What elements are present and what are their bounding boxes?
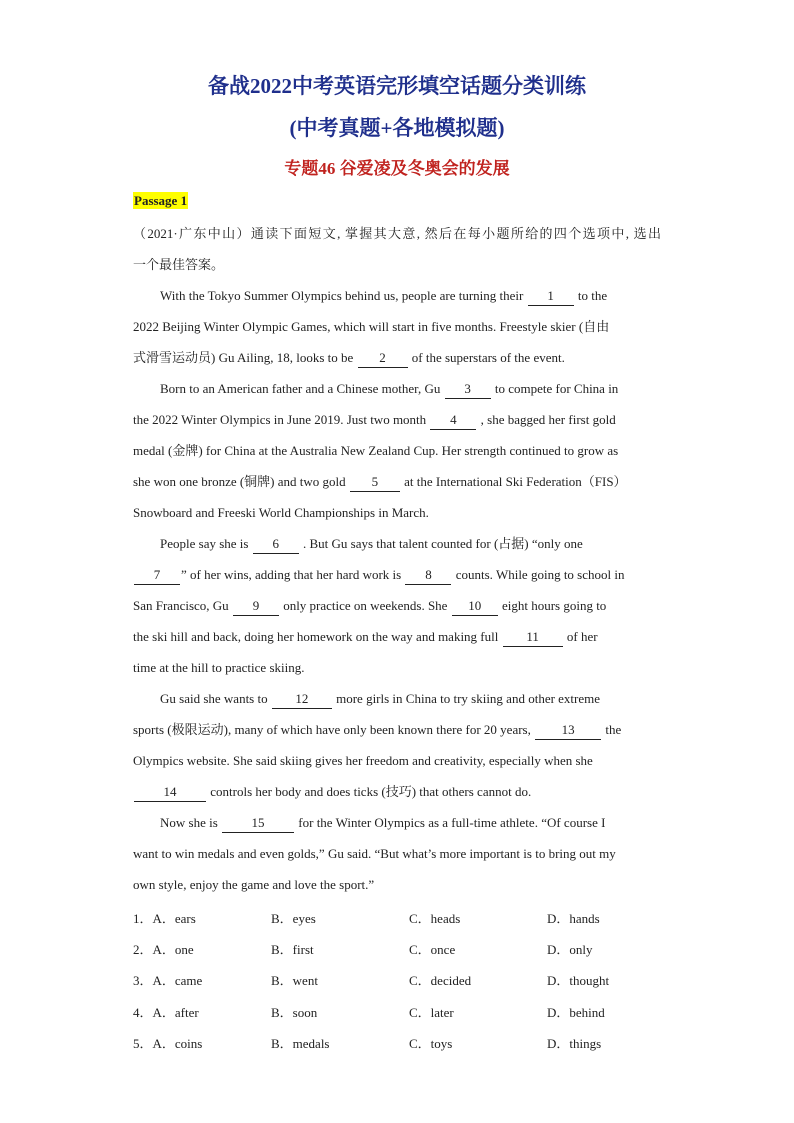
option-a: 4．A．after bbox=[133, 1004, 199, 1020]
option-b: B．soon bbox=[271, 1004, 318, 1020]
paragraph-4-line: Olympics website. She said skiing gives her freedom and creativity, especially when she bbox=[133, 753, 593, 768]
blank-15: 15 bbox=[222, 814, 294, 833]
blank-4: 4 bbox=[430, 411, 476, 430]
option-a: 1．A．ears bbox=[133, 911, 196, 926]
paragraph-5-line: Now she is 15 for the Winter Olympics as a full-time athlete. “Of course I bbox=[133, 810, 661, 841]
option-d: D．hands bbox=[547, 911, 600, 926]
blank-8: 8 bbox=[405, 566, 451, 585]
option-b: B．eyes bbox=[271, 911, 316, 926]
paragraph-3-line: 7 ” of her wins, adding that her hard work is 8 counts. While going to school in bbox=[133, 562, 661, 593]
paragraph-4-line: 14 controls her body and does ticks (技巧) that others cannot do. bbox=[133, 779, 661, 810]
paragraph-2-line: medal (金牌) for China at the Australia New Zealand Cup. Her strength continued to grow as bbox=[133, 443, 619, 458]
paragraph-3-line: time at the hill to practice skiing. bbox=[133, 660, 305, 675]
paragraph-1-line: 2022 Beijing Winter Olympic Games, which will start in five months. Freestyle skier (自由 bbox=[133, 319, 610, 334]
option-a: 2．A．one bbox=[133, 942, 194, 958]
paragraph-2-line: Snowboard and Freeski World Championships in March. bbox=[133, 505, 429, 520]
answer-options bbox=[133, 906, 673, 1062]
paragraph-3-line: San Francisco, Gu 9 only practice on weekends. She 10 eight hours going to bbox=[133, 593, 661, 624]
blank-13: 13 bbox=[535, 721, 601, 740]
option-c: C．decided bbox=[409, 973, 472, 989]
option-c: C．once bbox=[409, 942, 456, 958]
option-a: 5．A．coins bbox=[133, 1035, 203, 1051]
blank-3: 3 bbox=[445, 380, 491, 399]
paragraph-1-line: 式滑雪运动员) Gu Ailing, 18, looks to be 2 of the superstars of the event. bbox=[133, 345, 661, 376]
option-d: D．things bbox=[547, 1035, 602, 1051]
passage-body bbox=[133, 221, 661, 903]
option-a: 3．A．came bbox=[133, 973, 203, 989]
question-options-2 bbox=[133, 937, 673, 968]
paragraph-3-line: the ski hill and back, doing her homework on the way and making full 11 of her bbox=[133, 624, 661, 655]
blank-7: 7 bbox=[134, 566, 180, 585]
blank-11: 11 bbox=[503, 628, 563, 647]
option-c: C．heads bbox=[409, 911, 461, 926]
page-subtitle: (中考真题+各地模拟题) bbox=[289, 116, 505, 140]
paragraph-1-line: With the Tokyo Summer Olympics behind us, people are turning their 1 to the bbox=[133, 283, 661, 314]
option-c: C．toys bbox=[409, 1035, 453, 1051]
blank-14: 14 bbox=[134, 783, 206, 802]
paragraph-3-line: People say she is 6 . But Gu says that talent counted for (占据) “only one bbox=[133, 531, 661, 562]
blank-2: 2 bbox=[358, 349, 408, 368]
paragraph-5-line: own style, enjoy the game and love the sport.” bbox=[133, 877, 375, 892]
paragraph-2-line: the 2022 Winter Olympics in June 2019. Just two month 4 , she bagged her first gold bbox=[133, 407, 661, 438]
blank-9: 9 bbox=[233, 597, 279, 616]
paragraph-5-line: want to win medals and even golds,” Gu said. “But what’s more important is to bring out my bbox=[133, 846, 616, 861]
paragraph-2-line: she won one bronze (铜牌) and two gold 5 at the International Ski Federation（FIS） bbox=[133, 469, 661, 500]
page-title: 备战2022中考英语完形填空话题分类训练 bbox=[208, 74, 586, 98]
question-options-1 bbox=[133, 906, 673, 937]
paragraph-4-line: sports (极限运动), many of which have only been known there for 20 years, 13 the bbox=[133, 717, 661, 748]
paragraph-2-line: Born to an American father and a Chinese mother, Gu 3 to compete for China in bbox=[133, 376, 661, 407]
question-options-5 bbox=[133, 1031, 673, 1062]
blank-12: 12 bbox=[272, 690, 332, 709]
question-options-4 bbox=[133, 1000, 673, 1031]
instructions-line: 一个最佳答案。 bbox=[133, 257, 225, 272]
blank-5: 5 bbox=[350, 473, 400, 492]
topic-heading: 专题46 谷爱凌及冬奥会的发展 bbox=[284, 159, 510, 178]
instructions-line: （2021·广东中山）通读下面短文, 掌握其大意, 然后在每小题所给的四个选项中, 选出 bbox=[133, 226, 661, 241]
paragraph-4-line: Gu said she wants to 12 more girls in China to try skiing and other extreme bbox=[133, 686, 661, 717]
option-b: B．medals bbox=[271, 1035, 330, 1051]
blank-10: 10 bbox=[452, 597, 498, 616]
blank-1: 1 bbox=[528, 287, 574, 306]
question-options-3 bbox=[133, 968, 673, 999]
option-d: D．behind bbox=[547, 1004, 605, 1020]
option-b: B．first bbox=[271, 942, 314, 958]
option-d: D．only bbox=[547, 942, 593, 958]
blank-6: 6 bbox=[253, 535, 299, 554]
option-b: B．went bbox=[271, 973, 318, 989]
option-d: D．thought bbox=[547, 973, 610, 989]
option-c: C．later bbox=[409, 1004, 454, 1020]
passage-label: Passage 1 bbox=[134, 193, 188, 208]
